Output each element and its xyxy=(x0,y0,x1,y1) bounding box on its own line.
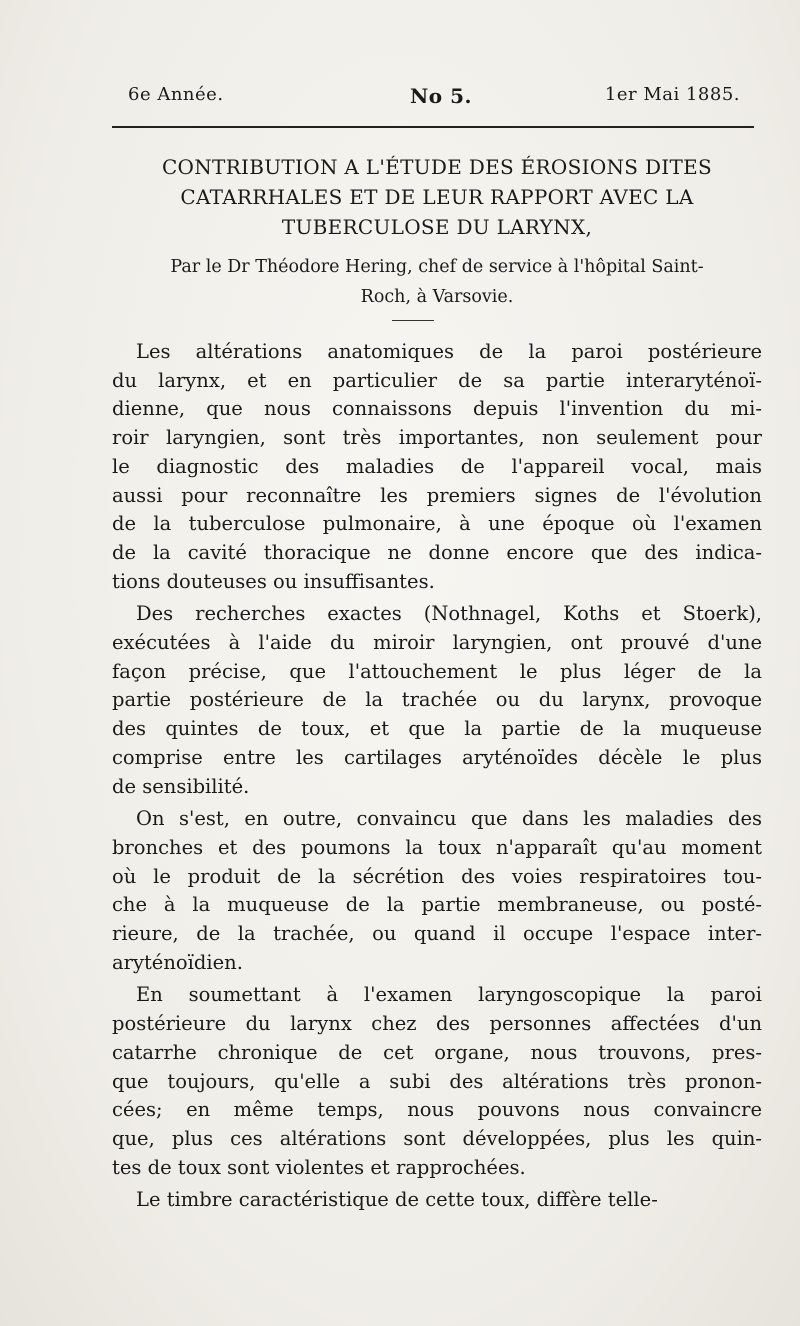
text-line: de la cavité thoracique ne donne encore que des indica- xyxy=(112,540,762,564)
article-title xyxy=(112,152,762,242)
paragraph xyxy=(112,600,762,801)
text-line: bronches et des poumons la toux n'apparaît qu'au moment xyxy=(112,835,762,859)
text-line: où le produit de la sécrétion des voies respiratoires tou- xyxy=(112,864,762,888)
text-line: du larynx, et en particulier de sa partie interaryténoï- xyxy=(112,368,762,392)
header-rule xyxy=(112,126,754,128)
paragraph xyxy=(112,338,762,596)
author-byline xyxy=(112,252,762,312)
text-line: le diagnostic des maladies de l'appareil vocal, mais xyxy=(112,454,762,478)
byline-line: Par le Dr Théodore Hering, chef de service à l'hôpital Saint- xyxy=(170,257,704,277)
text-line: cées; en même temps, nous pouvons nous convaincre xyxy=(112,1098,762,1122)
text-line: tions douteuses ou insuffisantes. xyxy=(112,569,435,593)
text-line: dienne, que nous connaissons depuis l'invention du mi- xyxy=(112,397,762,421)
text-line: tes de toux sont violentes et rapprochées. xyxy=(112,1155,526,1179)
text-line: Des recherches exactes (Nothnagel, Koths et Stoerk), xyxy=(136,602,762,626)
text-line: de la tuberculose pulmonaire, à une époque où l'examen xyxy=(112,512,762,536)
text-line: que toujours, qu'elle a subi des altérations très pronon- xyxy=(112,1069,762,1093)
text-line: En soumettant à l'examen laryngoscopique la paroi xyxy=(136,983,762,1007)
paragraph xyxy=(112,805,762,977)
byline-line: Roch, à Varsovie. xyxy=(360,287,514,307)
paragraph xyxy=(112,1186,762,1215)
text-line: façon précise, que l'attouchement le plus léger de la xyxy=(112,659,762,683)
text-line: On s'est, en outre, convaincu que dans les maladies des xyxy=(136,807,762,831)
header-year: 6e Année. xyxy=(128,84,224,105)
paragraph xyxy=(112,981,762,1182)
text-line: roir laryngien, sont très importantes, non seulement pour xyxy=(112,426,762,450)
text-line: exécutées à l'aide du miroir laryngien, ont prouvé d'une xyxy=(112,631,762,655)
text-line: aussi pour reconnaître les premiers signes de l'évolution xyxy=(112,483,762,507)
title-line: TUBERCULOSE DU LARYNX, xyxy=(281,215,593,239)
text-line: postérieure du larynx chez des personnes affectées d'un xyxy=(112,1012,762,1036)
text-line: catarrhe chronique de cet organe, nous trouvons, pres- xyxy=(112,1040,762,1064)
text-line: aryténoïdien. xyxy=(112,950,243,974)
text-line: des quintes de toux, et que la partie de la muqueuse xyxy=(112,717,762,741)
article-body xyxy=(112,338,762,1219)
title-line: CONTRIBUTION A L'ÉTUDE DES ÉROSIONS DITES xyxy=(161,155,713,179)
text-line: Les altérations anatomiques de la paroi postérieure xyxy=(136,340,762,363)
header-date: 1er Mai 1885. xyxy=(604,84,740,105)
text-line: comprise entre les cartilages aryténoïdes décèle le plus xyxy=(112,745,762,769)
text-line: de sensibilité. xyxy=(112,774,250,798)
header-issue-number: No 5. xyxy=(410,84,472,108)
text-line: partie postérieure de la trachée ou du larynx, provoque xyxy=(112,688,762,712)
text-line: rieure, de la trachée, ou quand il occupe l'espace inter- xyxy=(112,922,762,946)
text-line: que, plus ces altérations sont développées, plus les quin- xyxy=(112,1126,762,1150)
text-line: Le timbre caractéristique de cette toux, diffère telle- xyxy=(136,1188,658,1212)
section-divider xyxy=(392,320,434,321)
text-line: che à la muqueuse de la partie membraneuse, ou posté- xyxy=(112,893,762,917)
title-line: CATARRHALES ET DE LEUR RAPPORT AVEC LA xyxy=(180,185,694,209)
running-header xyxy=(128,84,740,114)
